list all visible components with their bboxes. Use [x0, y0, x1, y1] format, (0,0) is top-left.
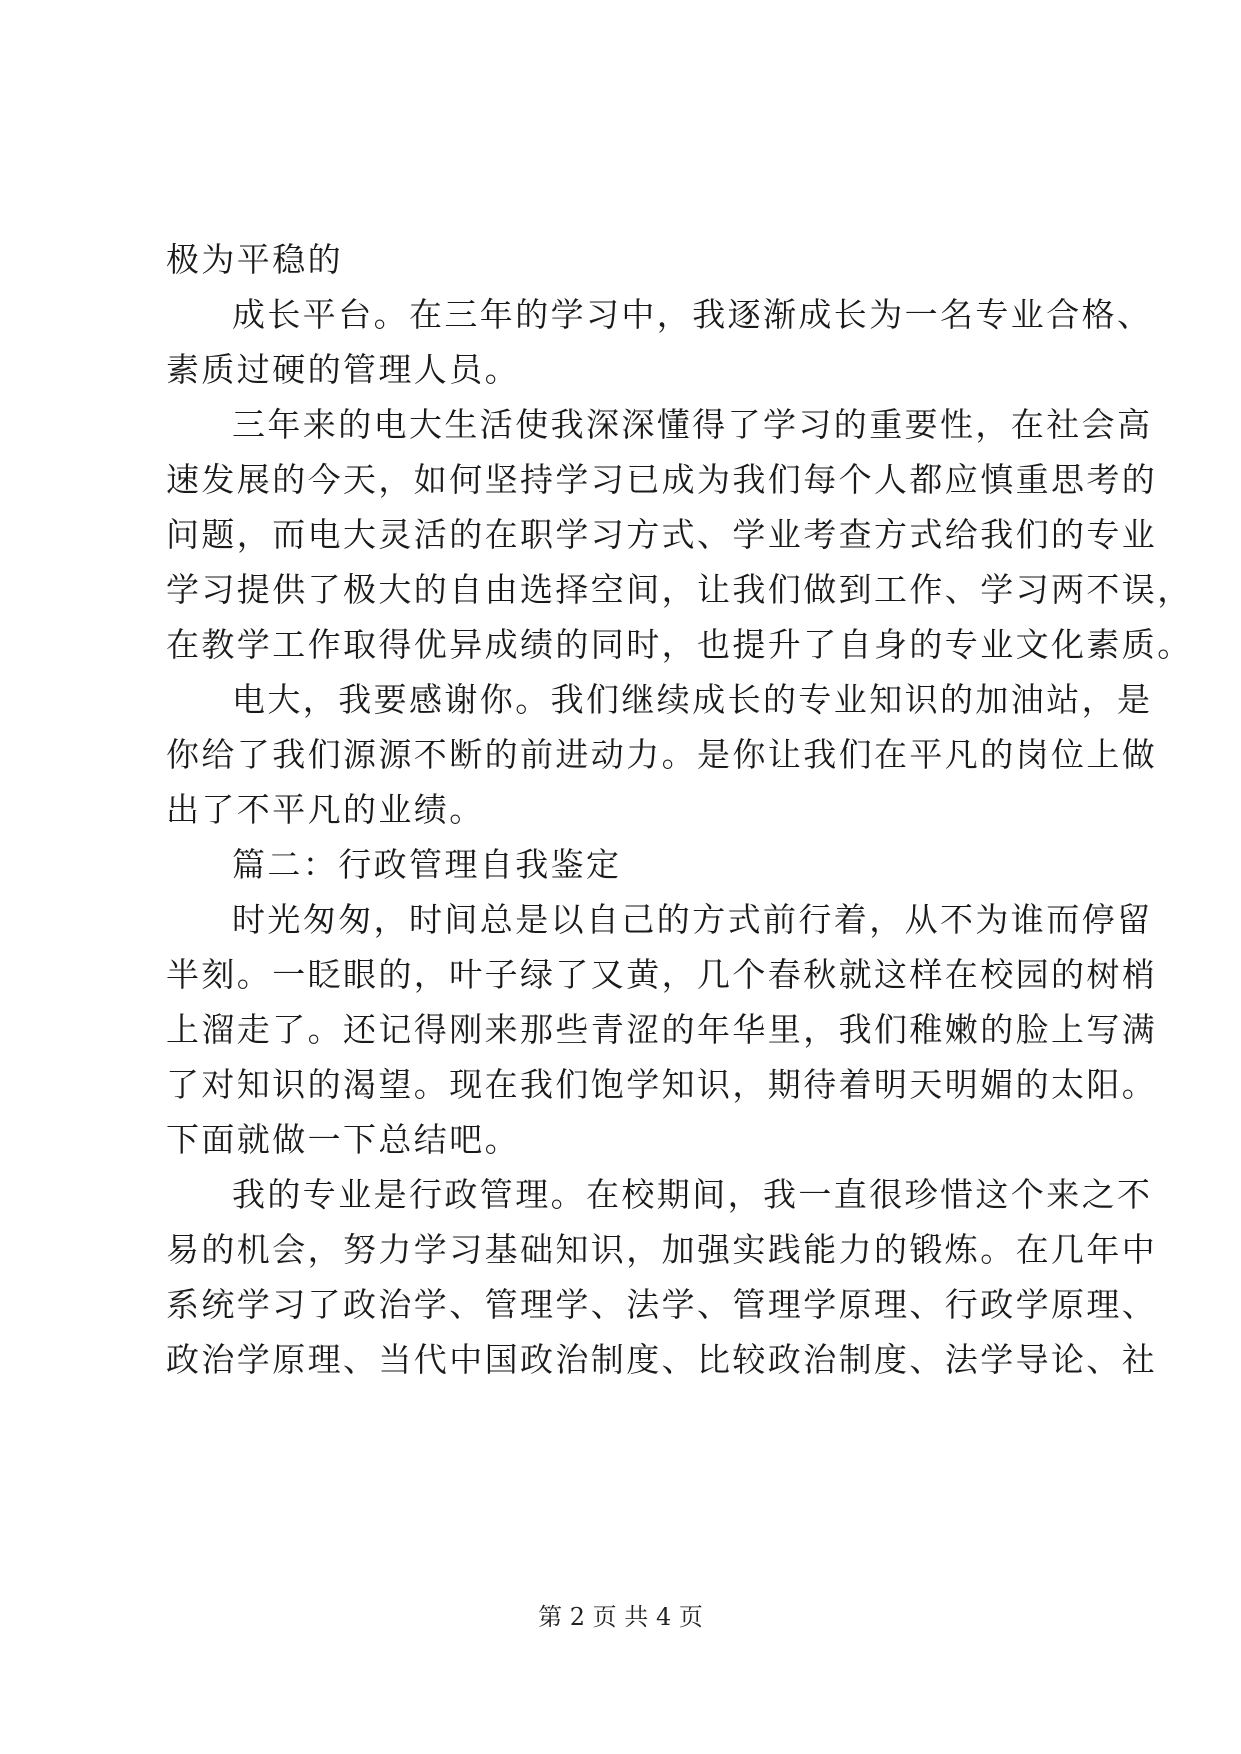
- section-heading: 篇二：行政管理自我鉴定: [232, 845, 622, 884]
- text-line: 了对知识的渴望。现在我们饱学知识，期待着明天明媚的太阳。: [166, 1065, 1158, 1104]
- paragraph-start-line: 三年来的电大生活使我深深懂得了学习的重要性，在社会高: [232, 405, 1153, 444]
- text-line: 素质过硬的管理人员。: [166, 350, 520, 389]
- text-line: 政治学原理、当代中国政治制度、比较政治制度、法学导论、社: [166, 1340, 1158, 1379]
- paragraph-start-line: 我的专业是行政管理。在校期间，我一直很珍惜这个来之不: [232, 1175, 1153, 1214]
- text-line: 你给了我们源源不断的前进动力。是你让我们在平凡的岗位上做: [166, 735, 1158, 774]
- text-line: 极为平稳的: [166, 240, 343, 279]
- text-line: 易的机会，努力学习基础知识，加强实践能力的锻炼。在几年中: [166, 1230, 1158, 1269]
- text-line: 出了不平凡的业绩。: [166, 790, 485, 829]
- paragraph-start-line: 成长平台。在三年的学习中，我逐渐成长为一名专业合格、: [232, 295, 1153, 334]
- text-line: 下面就做一下总结吧。: [166, 1120, 520, 1159]
- paragraph-start-line: 时光匆匆，时间总是以自己的方式前行着，从不为谁而停留: [232, 900, 1153, 939]
- text-line: 在教学工作取得优异成绩的同时，也提升了自身的专业文化素质。: [166, 625, 1193, 664]
- paragraph-start-line: 电大，我要感谢你。我们继续成长的专业知识的加油站，是: [232, 680, 1153, 719]
- text-line: 速发展的今天，如何坚持学习已成为我们每个人都应慎重思考的: [166, 460, 1158, 499]
- text-line: 半刻。一眨眼的，叶子绿了又黄，几个春秋就这样在校园的树梢: [166, 955, 1158, 994]
- page-number-footer: 第 2 页 共 4 页: [538, 1603, 703, 1631]
- document-body: [166, 232, 1193, 1387]
- text-line: 系统学习了政治学、管理学、法学、管理学原理、行政学原理、: [166, 1285, 1158, 1324]
- text-line: 上溜走了。还记得刚来那些青涩的年华里，我们稚嫩的脸上写满: [166, 1010, 1158, 1049]
- text-line: 问题，而电大灵活的在职学习方式、学业考查方式给我们的专业: [166, 515, 1158, 554]
- text-line: 学习提供了极大的自由选择空间，让我们做到工作、学习两不误，: [166, 570, 1193, 609]
